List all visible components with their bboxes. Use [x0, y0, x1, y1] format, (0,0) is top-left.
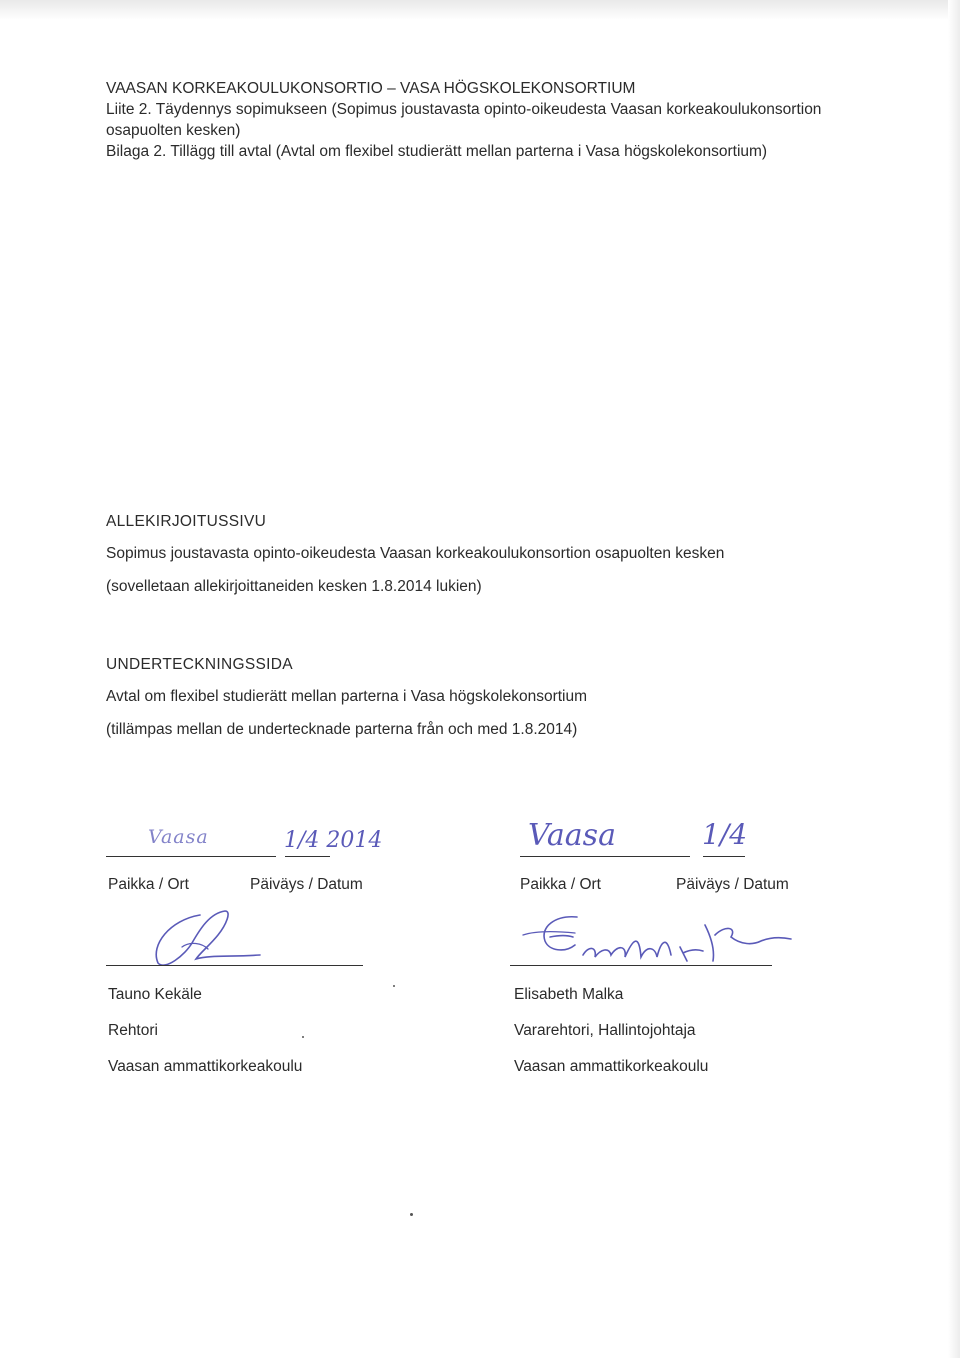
- swedish-applicability: (tillämpas mellan de undertecknade parterna från och med 1.8.2014): [106, 721, 578, 738]
- header-appendix-fi: Liite 2. Täydennys sopimukseen (Sopimus joustavasta opinto-oikeudesta Vaasan korkeakoulukonsortion: [106, 101, 822, 118]
- right-signature-line: [510, 965, 772, 966]
- left-signature-line: [106, 965, 363, 966]
- right-date-handwritten: 1/4: [702, 818, 748, 851]
- swedish-signature-section: [106, 656, 866, 754]
- scan-speck: [410, 1213, 413, 1216]
- header-appendix-fi-cont: osapuolten kesken): [106, 122, 241, 139]
- right-date-line: [703, 856, 745, 857]
- left-signer-name: Tauno Kekäle: [108, 986, 202, 1003]
- right-place-handwritten: Vaasa: [528, 818, 616, 853]
- right-place-line: [520, 856, 690, 857]
- swedish-heading: UNDERTECKNINGSSIDA: [106, 656, 293, 673]
- left-place-handwritten: Vaasa: [148, 826, 209, 848]
- scan-speck: [302, 1036, 304, 1038]
- scan-right-shadow: [948, 0, 960, 1358]
- right-date-label: Päiväys / Datum: [676, 876, 789, 893]
- left-date-label: Päiväys / Datum: [250, 876, 363, 893]
- right-place-label: Paikka / Ort: [520, 876, 601, 893]
- header-title: VAASAN KORKEAKOULUKONSORTIO – VASA HÖGSKOLEKONSORTIUM: [106, 80, 636, 97]
- right-signer-title: Vararehtori, Hallintojohtaja: [514, 1022, 696, 1039]
- scan-top-shadow: [0, 0, 960, 20]
- left-place-line: [106, 856, 276, 857]
- left-signer-organization: Vaasan ammattikorkeakoulu: [108, 1058, 303, 1075]
- swedish-agreement-title: Avtal om flexibel studierätt mellan parterna i Vasa högskolekonsortium: [106, 688, 588, 705]
- finnish-applicability: (sovelletaan allekirjoittaneiden kesken 1.8.2014 lukien): [106, 578, 482, 595]
- left-date-line: [285, 856, 330, 857]
- document-header: [106, 78, 866, 162]
- right-signer-name: Elisabeth Malka: [514, 986, 624, 1003]
- scan-speck: [393, 985, 395, 987]
- finnish-signature-section: [106, 513, 866, 611]
- left-signer-title: Rehtori: [108, 1022, 158, 1039]
- right-signer-organization: Vaasan ammattikorkeakoulu: [514, 1058, 709, 1075]
- finnish-heading: ALLEKIRJOITUSSIVU: [106, 513, 267, 530]
- header-appendix-sv: Bilaga 2. Tillägg till avtal (Avtal om flexibel studierätt mellan parterna i Vasa högskolekonsortium): [106, 143, 768, 160]
- left-date-handwritten: 1/4 2014: [284, 828, 383, 853]
- finnish-agreement-title: Sopimus joustavasta opinto-oikeudesta Vaasan korkeakoulukonsortion osapuolten kesken: [106, 545, 725, 562]
- left-place-label: Paikka / Ort: [108, 876, 189, 893]
